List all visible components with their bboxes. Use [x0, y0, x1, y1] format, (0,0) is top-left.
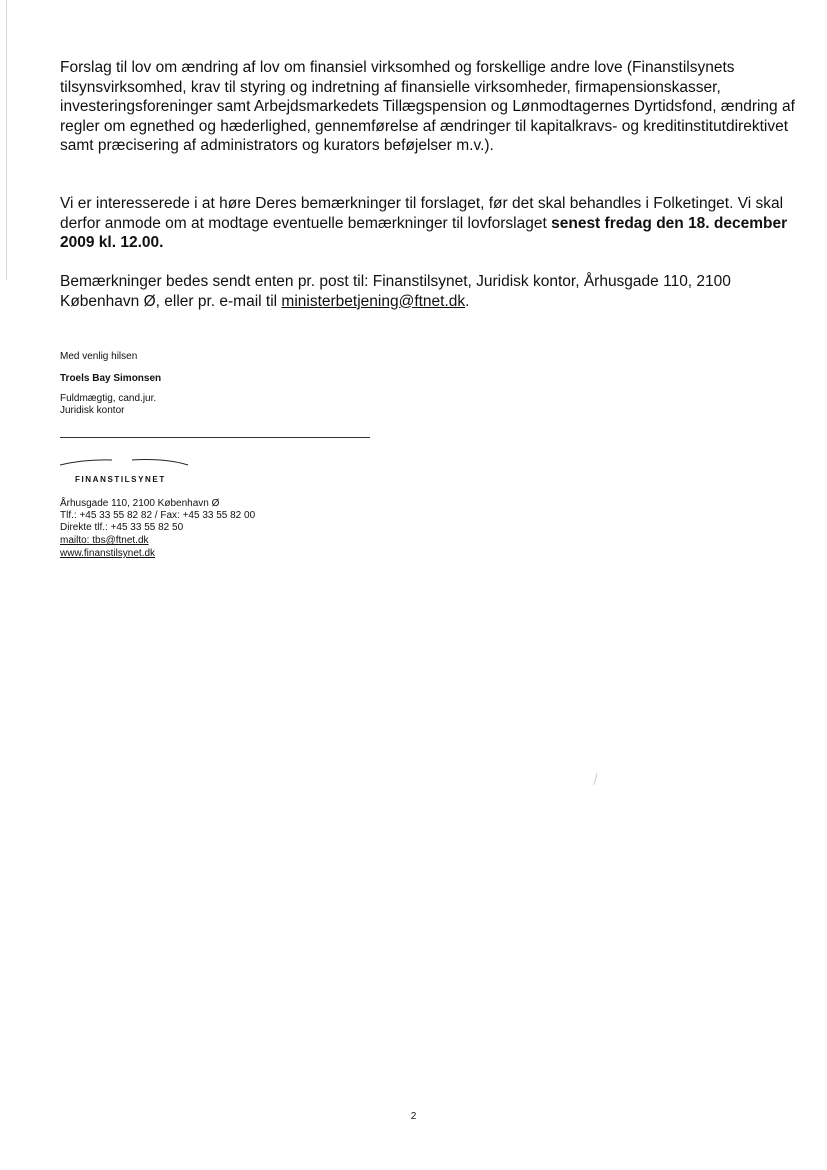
logo-swoosh-icon	[60, 455, 200, 471]
greeting: Med venlig hilsen	[60, 351, 138, 362]
footer-web-link[interactable]: www.finanstilsynet.dk	[60, 548, 156, 559]
footer-mail-link[interactable]: mailto: tbs@ftnet.dk	[60, 535, 149, 546]
request-text: Vi er interesserede i at høre Deres bemærkninger til forslaget, før det skal behandles i Folketinget. Vi skal derfor anmode om at modtage eventuelle bemærkninger til lovforslaget	[60, 195, 784, 232]
logo-wordmark: FINANSTILSYNET	[75, 475, 166, 484]
deadline-text: senest fredag den 18. december 2009 kl. 12.00.	[60, 214, 788, 251]
email-link[interactable]: ministerbetjening@ftnet.dk	[281, 292, 466, 310]
contact-text: Bemærkninger bedes sendt enten pr. post til: Finanstilsynet, Juridisk kontor, Århusgade 110, 2100 København Ø, eller pr. e-mail til	[60, 273, 731, 310]
request-paragraph	[60, 194, 795, 253]
footer-direct-phone: Direkte tlf.: +45 33 55 82 50	[60, 522, 184, 533]
page-number: 2	[410, 1111, 417, 1122]
signer-name: Troels Bay Simonsen	[60, 373, 162, 384]
footer-phone-fax: Tlf.: +45 33 55 82 82 / Fax: +45 33 55 82 00	[60, 510, 256, 521]
proposal-title-paragraph: Forslag til lov om ændring af lov om finansiel virksomhed og forskellige andre love (Finanstilsynets tilsynsvirksomhed, krav til styring og indretning af finansielle virksomheder, firmapensionskasser, investeringsforeninger samt Arbejdsmarkedets Tillægspension og Lønmodtagernes Dyrtidsfond, ændring af regler om egnethed og hæderlighed, gennemførelse af ændringer til kapitalkravs- og kreditinstitutdirektivet samt præcisering af administrators og kurators beføjelser m.v.).	[60, 59, 795, 154]
contact-text-end: .	[465, 292, 470, 310]
scan-edge-line	[6, 0, 7, 280]
signer-department: Juridisk kontor	[60, 405, 125, 416]
signer-title: Fuldmægtig, cand.jur.	[60, 393, 157, 404]
footer-address: Århusgade 110, 2100 København Ø	[60, 498, 220, 509]
scan-speck	[593, 773, 597, 785]
divider-line	[60, 437, 370, 438]
contact-paragraph	[60, 272, 795, 311]
